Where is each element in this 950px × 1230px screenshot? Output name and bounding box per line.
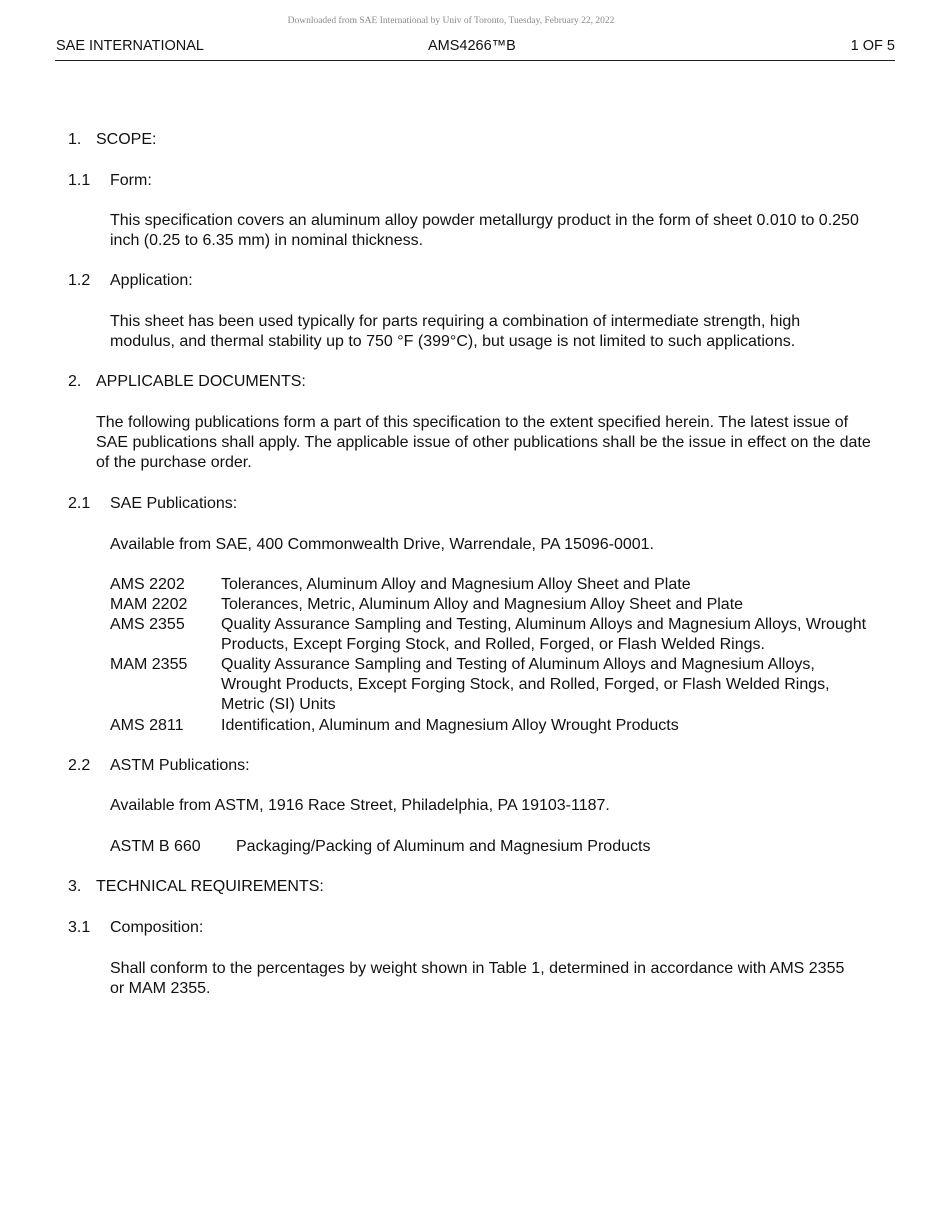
- header-page-number: 1 OF 5: [850, 38, 895, 54]
- section-number: 2.1: [68, 495, 91, 512]
- reference-code: MAM 2202: [110, 596, 188, 613]
- section-number: 1.1: [68, 172, 91, 189]
- section-title: Form:: [110, 172, 152, 189]
- astm-availability: Available from ASTM, 1916 Race Street, Philadelphia, PA 19103-1187.: [110, 797, 610, 814]
- section-title: ASTM Publications:: [110, 757, 250, 774]
- reference-code: ASTM B 660: [110, 838, 201, 855]
- reference-title: Tolerances, Metric, Aluminum Alloy and Magnesium Alloy Sheet and Plate: [221, 596, 744, 613]
- reference-code: MAM 2355: [110, 656, 188, 673]
- section-number: 2.2: [68, 757, 91, 774]
- section-3-1-body: Shall conform to the percentages by weight shown in Table 1, determined in accordance with AMS 2355 or MAM 2355.: [110, 960, 845, 997]
- section-title: TECHNICAL REQUIREMENTS:: [96, 878, 324, 895]
- reference-code: AMS 2811: [110, 717, 184, 734]
- reference-title: Quality Assurance Sampling and Testing, Aluminum Alloys and Magnesium Alloys, Wrought Products, Except Forging Stock, and Rolled, Forged, or Flash Welded Rings.: [221, 616, 867, 653]
- section-number: 3.: [68, 878, 82, 895]
- download-watermark: Downloaded from SAE International by Univ of Toronto, Tuesday, February 22, 2022: [287, 16, 615, 26]
- section-title: Composition:: [110, 919, 204, 936]
- reference-title: Tolerances, Aluminum Alloy and Magnesium Alloy Sheet and Plate: [221, 576, 691, 593]
- section-number: 1.2: [68, 272, 91, 289]
- reference-code: AMS 2202: [110, 576, 185, 593]
- page-header: [55, 38, 895, 61]
- reference-title: Identification, Aluminum and Magnesium Alloy Wrought Products: [221, 717, 679, 734]
- reference-title: Quality Assurance Sampling and Testing of Aluminum Alloys and Magnesium Alloys, Wrought Products, Except Forging Stock, and Rolled, Forged, or Flash Welded Rings, Metric (SI) Units: [221, 656, 830, 713]
- reference-code: AMS 2355: [110, 616, 185, 633]
- section-number: 1.: [68, 131, 82, 148]
- section-2-body: The following publications form a part of this specification to the extent specified herein. The latest issue of SAE publications shall apply. The applicable issue of other publications shall be the issue in effect on the date of the purchase order.: [96, 414, 871, 471]
- section-number: 3.1: [68, 919, 91, 936]
- sae-availability: Available from SAE, 400 Commonwealth Drive, Warrendale, PA 15096-0001.: [110, 536, 654, 553]
- section-number: 2.: [68, 373, 82, 390]
- section-title: SCOPE:: [96, 131, 157, 148]
- reference-title: Packaging/Packing of Aluminum and Magnesium Products: [236, 838, 651, 855]
- header-org: SAE INTERNATIONAL: [56, 38, 204, 54]
- section-1-2-body: This sheet has been used typically for parts requiring a combination of intermediate strength, high modulus, and thermal stability up to 750 °F (399°C), but usage is not limited to such applications.: [110, 313, 801, 350]
- header-doc-id: AMS4266™B: [428, 38, 516, 54]
- section-1-1-body: This specification covers an aluminum alloy powder metallurgy product in the form of sheet 0.010 to 0.250 inch (0.25 to 6.35 mm) in nominal thickness.: [110, 212, 859, 249]
- section-title: Application:: [110, 272, 193, 289]
- section-title: SAE Publications:: [110, 495, 238, 512]
- section-title: APPLICABLE DOCUMENTS:: [96, 373, 306, 390]
